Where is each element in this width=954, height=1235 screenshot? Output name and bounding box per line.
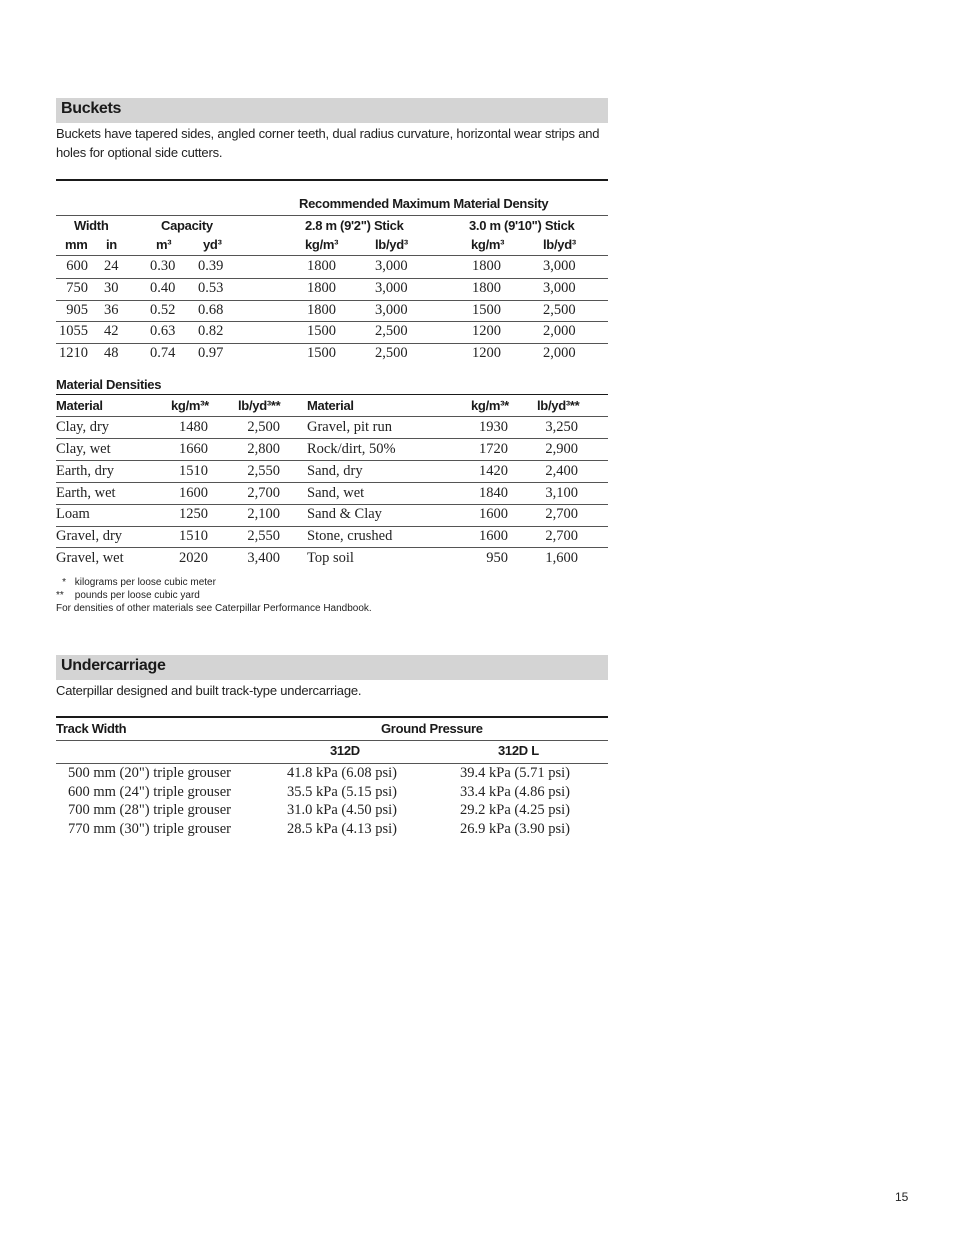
model-312dl-header: 312D L [498, 743, 539, 758]
cell-312d: 28.5 kPa (4.13 psi) [287, 821, 397, 837]
cell-kgm3: 1510 [179, 463, 208, 479]
cell-yd3: 0.82 [198, 323, 224, 339]
cell-track: 500 mm (20") triple grouser [68, 765, 231, 781]
cell-kgm3: 1660 [179, 441, 208, 457]
unit-kgm3-stick1: kg/m³ [305, 237, 339, 252]
row-rule [56, 504, 608, 505]
cell-material: Gravel, wet [56, 550, 124, 566]
cell-in: 48 [104, 345, 119, 361]
cell-stick1-lb: 3,000 [375, 280, 408, 296]
unit-m3: m³ [156, 237, 172, 252]
buckets-intro: Buckets have tapered sides, angled corner teeth, dual radius curvature, horizontal wear strips and holes for optional side cutters. [56, 126, 600, 160]
model-312d-header: 312D [330, 743, 360, 758]
cell-lbyd3-2: 2,900 [545, 441, 578, 457]
cell-kgm3: 2020 [179, 550, 208, 566]
recommended-density-header: Recommended Maximum Material Density [299, 196, 549, 211]
cell-lbyd3: 2,500 [247, 419, 280, 435]
col-kgm3: kg/m³* [171, 398, 209, 413]
unit-lbyd3-stick1: lb/yd³ [375, 237, 408, 252]
cell-mm: 1210 [59, 345, 88, 361]
cell-lbyd3-2: 2,700 [545, 528, 578, 544]
ground-pressure-header: Ground Pressure [381, 721, 483, 736]
row-rule [56, 321, 608, 322]
unit-mm: mm [65, 237, 88, 252]
cell-material-2: Sand, wet [307, 485, 365, 501]
cell-lbyd3: 3,400 [247, 550, 280, 566]
cell-stick2-lb: 2,000 [543, 323, 576, 339]
cell-lbyd3-2: 2,400 [545, 463, 578, 479]
cell-m3: 0.74 [150, 345, 176, 361]
cell-yd3: 0.68 [198, 302, 224, 318]
table-top-rule [56, 179, 608, 181]
cell-stick2-lb: 2,000 [543, 345, 576, 361]
undercarriage-sub-rule [56, 763, 608, 764]
undercarriage-header-rule [56, 740, 608, 741]
buckets-section-header [56, 98, 608, 123]
cell-yd3: 0.53 [198, 280, 224, 296]
cell-mm: 750 [66, 280, 88, 296]
densities-top-rule [56, 394, 608, 395]
row-rule [56, 278, 608, 279]
cell-lbyd3-2: 3,100 [545, 485, 578, 501]
cell-stick2-kg: 1800 [472, 280, 501, 296]
stick-3-0-header: 3.0 m (9'10") Stick [469, 218, 575, 233]
cell-m3: 0.63 [150, 323, 176, 339]
cell-kgm3-2: 950 [486, 550, 508, 566]
row-rule [56, 438, 608, 439]
row-rule [56, 343, 608, 344]
buckets-title: Buckets [61, 100, 122, 117]
cell-lbyd3: 2,800 [247, 441, 280, 457]
cell-lbyd3: 2,550 [247, 528, 280, 544]
cell-m3: 0.40 [150, 280, 176, 296]
cell-stick2-kg: 1500 [472, 302, 501, 318]
cell-material-2: Rock/dirt, 50% [307, 441, 396, 457]
footnote-2-text: pounds per loose cubic yard [74, 590, 200, 601]
cell-kgm3-2: 1600 [479, 506, 508, 522]
cell-lbyd3-2: 2,700 [545, 506, 578, 522]
cell-kgm3: 1480 [179, 419, 208, 435]
col-kgm3-2: kg/m³* [471, 398, 509, 413]
capacity-header: Capacity [161, 218, 213, 233]
cell-312dl: 39.4 kPa (5.71 psi) [460, 765, 570, 781]
undercarriage-intro: Caterpillar designed and built track-type undercarriage. [56, 683, 362, 698]
densities-header-rule [56, 416, 608, 417]
row-rule [56, 460, 608, 461]
cell-mm: 905 [66, 302, 88, 318]
width-header: Width [74, 218, 109, 233]
cell-stick2-kg: 1200 [472, 323, 501, 339]
footnote-2-mark: ** [56, 590, 64, 601]
cell-track: 600 mm (24") triple grouser [68, 784, 231, 800]
cell-stick2-kg: 1800 [472, 258, 501, 274]
unit-lbyd3-stick2: lb/yd³ [543, 237, 576, 252]
cell-stick1-kg: 1800 [307, 258, 336, 274]
col-material-2: Material [307, 398, 354, 413]
col-lbyd3-2: lb/yd³** [537, 398, 580, 413]
row-rule [56, 526, 608, 527]
col-lbyd3: lb/yd³** [238, 398, 281, 413]
cell-mm: 600 [66, 258, 88, 274]
row-rule [56, 300, 608, 301]
cell-in: 36 [104, 302, 119, 318]
cell-yd3: 0.97 [198, 345, 224, 361]
page-number: 15 [895, 1190, 909, 1204]
cell-material-2: Sand, dry [307, 463, 363, 479]
cell-lbyd3: 2,100 [247, 506, 280, 522]
cell-stick2-lb: 3,000 [543, 280, 576, 296]
cell-312dl: 33.4 kPa (4.86 psi) [460, 784, 570, 800]
cell-stick1-kg: 1500 [307, 323, 336, 339]
undercarriage-title: Undercarriage [61, 657, 166, 674]
cell-lbyd3: 2,700 [247, 485, 280, 501]
row-rule [56, 482, 608, 483]
footnote-1 [56, 577, 216, 588]
cell-lbyd3-2: 1,600 [545, 550, 578, 566]
cell-lbyd3-2: 3,250 [545, 419, 578, 435]
cell-kgm3-2: 1600 [479, 528, 508, 544]
cell-312d: 31.0 kPa (4.50 psi) [287, 802, 397, 818]
cell-track: 770 mm (30") triple grouser [68, 821, 231, 837]
cell-material-2: Sand & Clay [307, 506, 382, 522]
cell-lbyd3: 2,550 [247, 463, 280, 479]
cell-stick1-lb: 2,500 [375, 323, 408, 339]
cell-312d: 41.8 kPa (6.08 psi) [287, 765, 397, 781]
cell-stick1-lb: 3,000 [375, 302, 408, 318]
cell-mm: 1055 [59, 323, 88, 339]
row-rule [56, 547, 608, 548]
cell-kgm3-2: 1840 [479, 485, 508, 501]
cell-312d: 35.5 kPa (5.15 psi) [287, 784, 397, 800]
footnote-2 [56, 590, 200, 601]
cell-312dl: 29.2 kPa (4.25 psi) [460, 802, 570, 818]
cell-stick1-kg: 1800 [307, 280, 336, 296]
cell-kgm3: 1510 [179, 528, 208, 544]
cell-track: 700 mm (28") triple grouser [68, 802, 231, 818]
cell-stick1-kg: 1500 [307, 345, 336, 361]
undercarriage-section-header [56, 655, 608, 680]
stick-2-8-header: 2.8 m (9'2") Stick [305, 218, 404, 233]
cell-stick2-lb: 3,000 [543, 258, 576, 274]
cell-material: Loam [56, 506, 90, 522]
cell-material-2: Gravel, pit run [307, 419, 392, 435]
cell-material: Earth, wet [56, 485, 116, 501]
track-width-header: Track Width [56, 721, 127, 736]
footnote-1-mark: * [62, 577, 66, 588]
unit-in: in [106, 237, 117, 252]
header-rule [56, 215, 608, 216]
material-densities-title: Material Densities [56, 377, 162, 392]
units-rule [56, 255, 608, 256]
cell-in: 42 [104, 323, 119, 339]
cell-kgm3-2: 1420 [479, 463, 508, 479]
cell-m3: 0.30 [150, 258, 176, 274]
cell-kgm3-2: 1930 [479, 419, 508, 435]
cell-material: Gravel, dry [56, 528, 123, 544]
unit-kgm3-stick2: kg/m³ [471, 237, 505, 252]
cell-kgm3: 1250 [179, 506, 208, 522]
cell-kgm3: 1600 [179, 485, 208, 501]
cell-in: 24 [104, 258, 119, 274]
cell-stick2-kg: 1200 [472, 345, 501, 361]
undercarriage-top-rule [56, 716, 608, 718]
cell-312dl: 26.9 kPa (3.90 psi) [460, 821, 570, 837]
col-material: Material [56, 398, 103, 413]
unit-yd3: yd³ [203, 237, 222, 252]
footnote-1-text: kilograms per loose cubic meter [74, 577, 216, 588]
cell-m3: 0.52 [150, 302, 176, 318]
cell-kgm3-2: 1720 [479, 441, 508, 457]
cell-stick1-lb: 3,000 [375, 258, 408, 274]
cell-material-2: Top soil [307, 550, 354, 566]
cell-material-2: Stone, crushed [307, 528, 393, 544]
cell-material: Clay, wet [56, 441, 111, 457]
cell-stick1-lb: 2,500 [375, 345, 408, 361]
cell-yd3: 0.39 [198, 258, 224, 274]
cell-stick2-lb: 2,500 [543, 302, 576, 318]
cell-material: Earth, dry [56, 463, 114, 479]
cell-in: 30 [104, 280, 119, 296]
cell-material: Clay, dry [56, 419, 110, 435]
footnote-3: For densities of other materials see Caterpillar Performance Handbook. [56, 603, 372, 614]
cell-stick1-kg: 1800 [307, 302, 336, 318]
